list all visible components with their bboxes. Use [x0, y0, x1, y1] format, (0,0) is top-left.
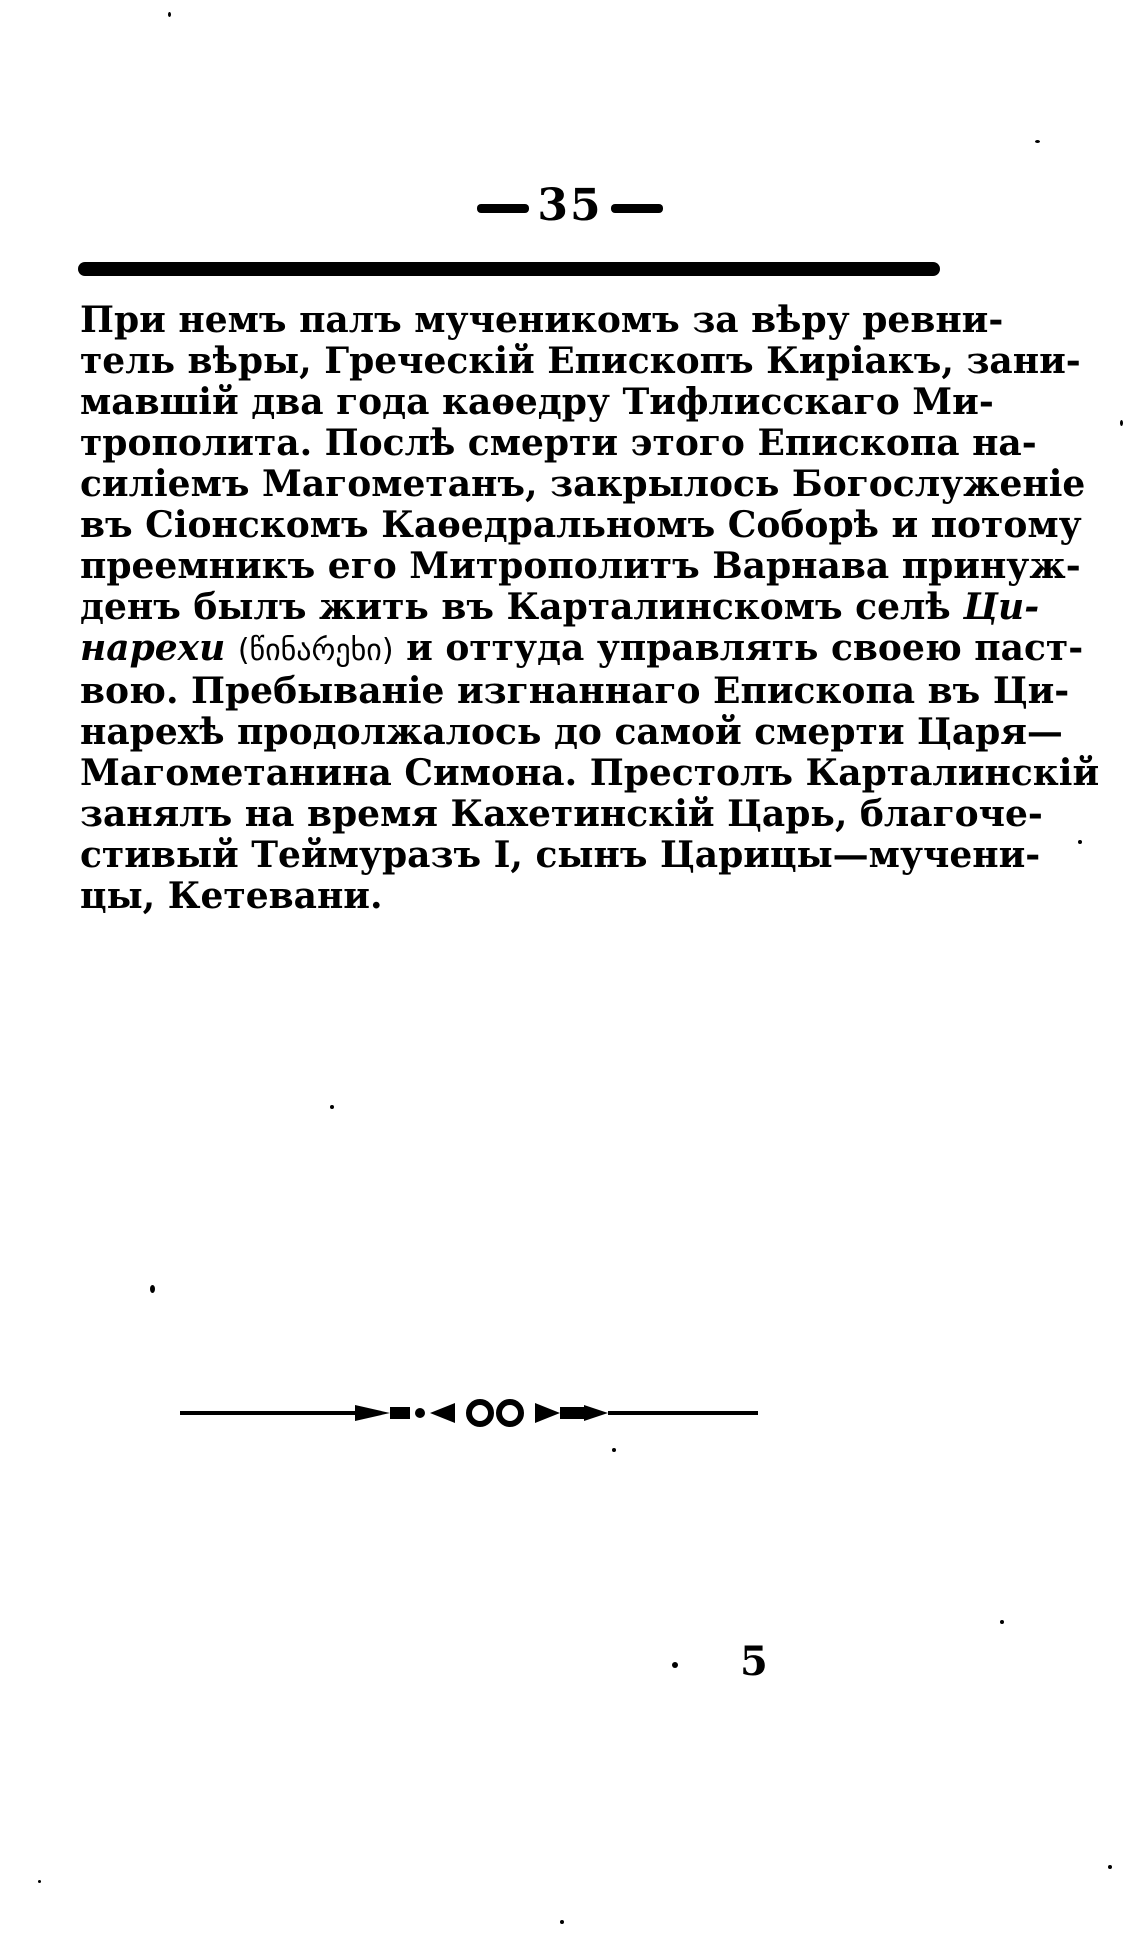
signature-mark: 5	[740, 1638, 768, 1685]
ornament-dot	[415, 1408, 425, 1418]
text-line: Магометанина Симона. Престолъ Карталинскій	[80, 752, 1100, 794]
ornament-ring	[469, 1402, 491, 1424]
georgian-word: (წინარეხი)	[237, 633, 394, 668]
speck	[1120, 420, 1123, 426]
ornament-right-bar	[608, 1411, 758, 1415]
text-line: въ Сіонскомъ Каѳедральномъ Соборѣ и потому	[80, 504, 1082, 546]
speck	[330, 1105, 334, 1109]
speck	[560, 1920, 564, 1924]
page-number-value: 35	[537, 180, 603, 231]
speck	[38, 1880, 41, 1883]
ornament-left-bar	[180, 1411, 355, 1415]
text-line: вою. Пребываніе изгнаннаго Епископа въ Ци-	[80, 670, 1070, 712]
speck	[612, 1448, 616, 1452]
text-line: цы, Кетевани.	[80, 875, 383, 917]
text-line: нарехѣ продолжалось до самой смерти Царя—	[80, 711, 1063, 753]
text-line-main: денъ былъ жить въ Карталинскомъ селѣ	[80, 586, 951, 628]
text-line: стивый Теймуразъ I, сынъ Царицы—мучени-	[80, 834, 1041, 876]
text-line: занялъ на время Кахетинскій Царь, благоче-	[80, 793, 1043, 835]
header-rule	[78, 262, 940, 276]
speck	[150, 1285, 155, 1293]
text-line: трополита. Послѣ смерти этого Епископа на-	[80, 422, 1037, 464]
text-line-with-italic	[80, 586, 1040, 628]
ornament-center-right-arrow	[535, 1403, 560, 1423]
page-number	[0, 180, 1140, 231]
italic-word: нарехи	[80, 627, 226, 669]
ornament-center-left-arrow	[430, 1403, 455, 1423]
speck	[1035, 140, 1040, 143]
text-line-rest: и оттуда управлять своею паст-	[406, 627, 1084, 669]
ornament-left-block	[390, 1407, 410, 1419]
text-line: При немъ палъ мученикомъ за вѣру ревни-	[80, 299, 1004, 341]
ornament-right-arrow	[584, 1405, 608, 1421]
text-line: мавшій два года каѳедру Тифлисскаго Ми-	[80, 381, 994, 423]
speck	[1000, 1620, 1004, 1624]
text-line: преемникъ его Митрополитъ Варнава принуж-	[80, 545, 1081, 587]
ornament-left-arrow	[355, 1405, 390, 1421]
text-line: силіемъ Магометанъ, закрылось Богослуженіе	[80, 463, 1086, 505]
speck	[1108, 1865, 1112, 1869]
ornament-right-block	[560, 1407, 584, 1419]
italic-word: Ци-	[963, 586, 1040, 628]
ornament-divider	[180, 1393, 780, 1433]
ornament-ring	[499, 1402, 521, 1424]
text-line: тель вѣры, Греческій Епископъ Киріакъ, зани-	[80, 340, 1081, 382]
text-line-with-georgian	[80, 627, 1084, 671]
page-number-right-dash	[611, 204, 663, 213]
speck	[168, 12, 171, 17]
body-text	[80, 299, 1100, 917]
page-number-left-dash	[477, 204, 529, 213]
speck	[672, 1662, 678, 1668]
speck	[1078, 840, 1082, 844]
